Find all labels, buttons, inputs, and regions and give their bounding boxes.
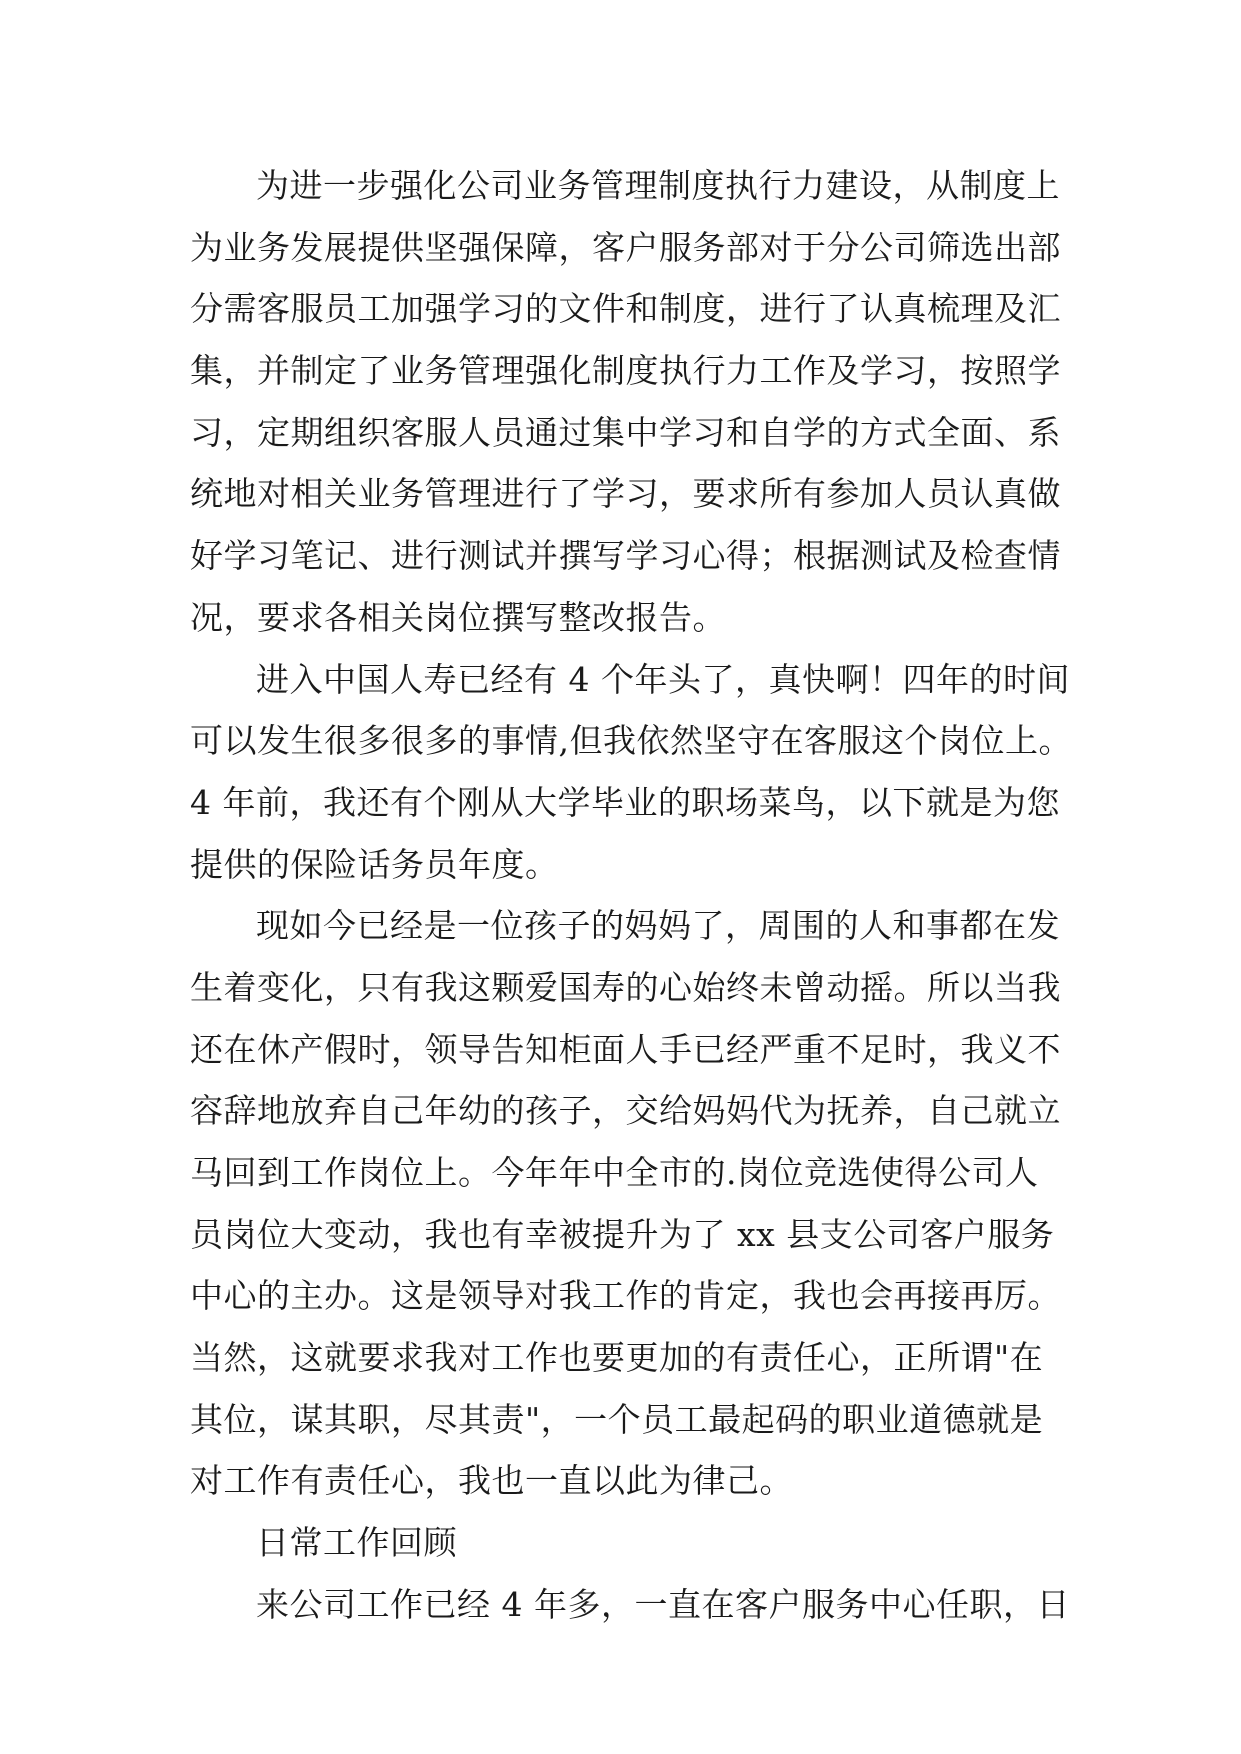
text-line: 员岗位大变动，我也有幸被提升为了 xx 县支公司客户服务 xyxy=(190,1214,1055,1254)
paragraph-4 xyxy=(190,1574,1070,1636)
text-line: 容辞地放弃自己年幼的孩子，交给妈妈代为抚养，自己就立 xyxy=(190,1091,1061,1131)
paragraph-1 xyxy=(190,155,1070,649)
text-line: 集，并制定了业务管理强化制度执行力工作及学习，按照学 xyxy=(190,351,1061,391)
text-line: 现如今已经是一位孩子的妈妈了，周围的人和事都在发 xyxy=(256,906,1060,946)
text-line: 好学习笔记、进行测试并撰写学习心得；根据测试及检查情 xyxy=(190,536,1061,576)
text-line: 4 年前，我还有个刚从大学毕业的职场菜鸟，以下就是为您 xyxy=(190,782,1060,822)
paragraph-2 xyxy=(190,649,1070,896)
text-line: 还在休产假时，领导告知柜面人手已经严重不足时，我义不 xyxy=(190,1029,1061,1069)
text-line: 习，定期组织客服人员通过集中学习和自学的方式全面、系 xyxy=(190,412,1061,452)
text-line: 中心的主办。这是领导对我工作的肯定，我也会再接再厉。 xyxy=(190,1276,1061,1316)
text-line: 况，要求各相关岗位撰写整改报告。 xyxy=(190,597,726,637)
section-heading xyxy=(190,1512,1070,1574)
text-line: 统地对相关业务管理进行了学习，要求所有参加人员认真做 xyxy=(190,474,1061,514)
text-line: 为进一步强化公司业务管理制度执行力建设，从制度上 xyxy=(256,166,1060,205)
heading-line: 日常工作回顾 xyxy=(256,1523,457,1563)
text-line: 进入中国人寿已经有 4 个年头了，真快啊！四年的时间 xyxy=(256,659,1070,699)
text-line: 来公司工作已经 4 年多，一直在客户服务中心任职，日 xyxy=(256,1584,1070,1624)
paragraph-3 xyxy=(190,895,1070,1512)
text-line: 为业务发展提供坚强保障，客户服务部对于分公司筛选出部 xyxy=(190,227,1061,267)
text-line: 马回到工作岗位上。今年年中全市的.岗位竞选使得公司人 xyxy=(190,1153,1039,1192)
text-line: 生着变化，只有我这颗爱国寿的心始终未曾动摇。所以当我 xyxy=(190,967,1061,1007)
text-line: 其位，谋其职，尽其责"，一个员工最起码的职业道德就是 xyxy=(190,1399,1044,1439)
text-line: 可以发生很多很多的事情,但我依然坚守在客服这个岗位上。 xyxy=(190,721,1072,761)
text-line: 当然，这就要求我对工作也要更加的有责任心，正所谓"在 xyxy=(190,1338,1044,1378)
document-body xyxy=(190,155,1070,1636)
text-line: 分需客服员工加强学习的文件和制度，进行了认真梳理及汇 xyxy=(190,289,1061,329)
text-line: 对工作有责任心，我也一直以此为律己。 xyxy=(190,1461,793,1501)
text-line: 提供的保险话务员年度。 xyxy=(190,844,559,884)
